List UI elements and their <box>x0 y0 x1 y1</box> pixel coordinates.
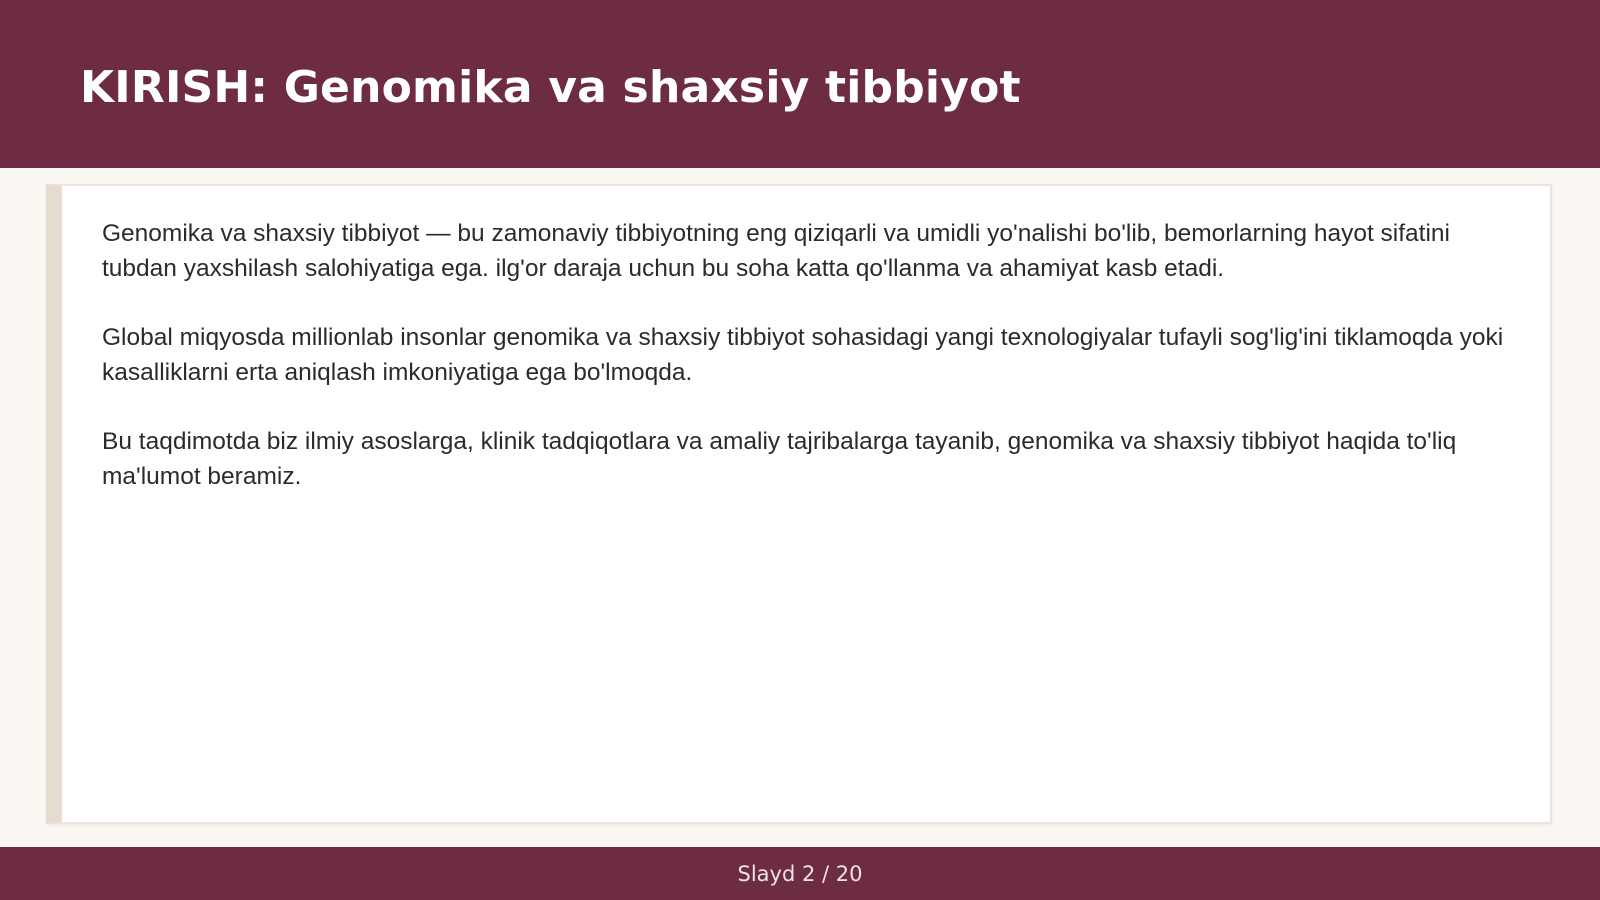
slide-title: KIRISH: Genomika va shaxsiy tibbiyot <box>80 62 1021 113</box>
paragraph-presentation: Bu taqdimotda biz ilmiy asoslarga, klinik tadqiqotlara va amaliy tajribalarga tayanib, genomika va shaxsiy tibbiyot haqida to'liq ma'lumot beramiz. <box>102 428 1457 490</box>
slide-header <box>0 0 1600 168</box>
content-panel <box>46 184 1552 824</box>
paragraph-global: Global miqyosda millionlab insonlar genomika va shaxsiy tibbiyot sohasidagi yangi texnologiyalar tufayli sog'lig'ini tiklamoqda yoki kasalliklarni erta aniqlash imkoniyatiga ega bo'lmoqda. <box>102 324 1504 386</box>
paragraph-intro: Genomika va shaxsiy tibbiyot — bu zamonaviy tibbiyotning eng qiziqarli va umidli yo'nalishi bo'lib, bemorlarning hayot sifatini tubdan yaxshilash salohiyatiga ega. ilg'or daraja uchun bu soha katta qo'llanma va ahamiyat kasb etadi. <box>102 220 1451 282</box>
slide-footer <box>0 847 1600 900</box>
content-body <box>102 216 1522 528</box>
slide-counter: Slayd 2 / 20 <box>737 862 863 886</box>
